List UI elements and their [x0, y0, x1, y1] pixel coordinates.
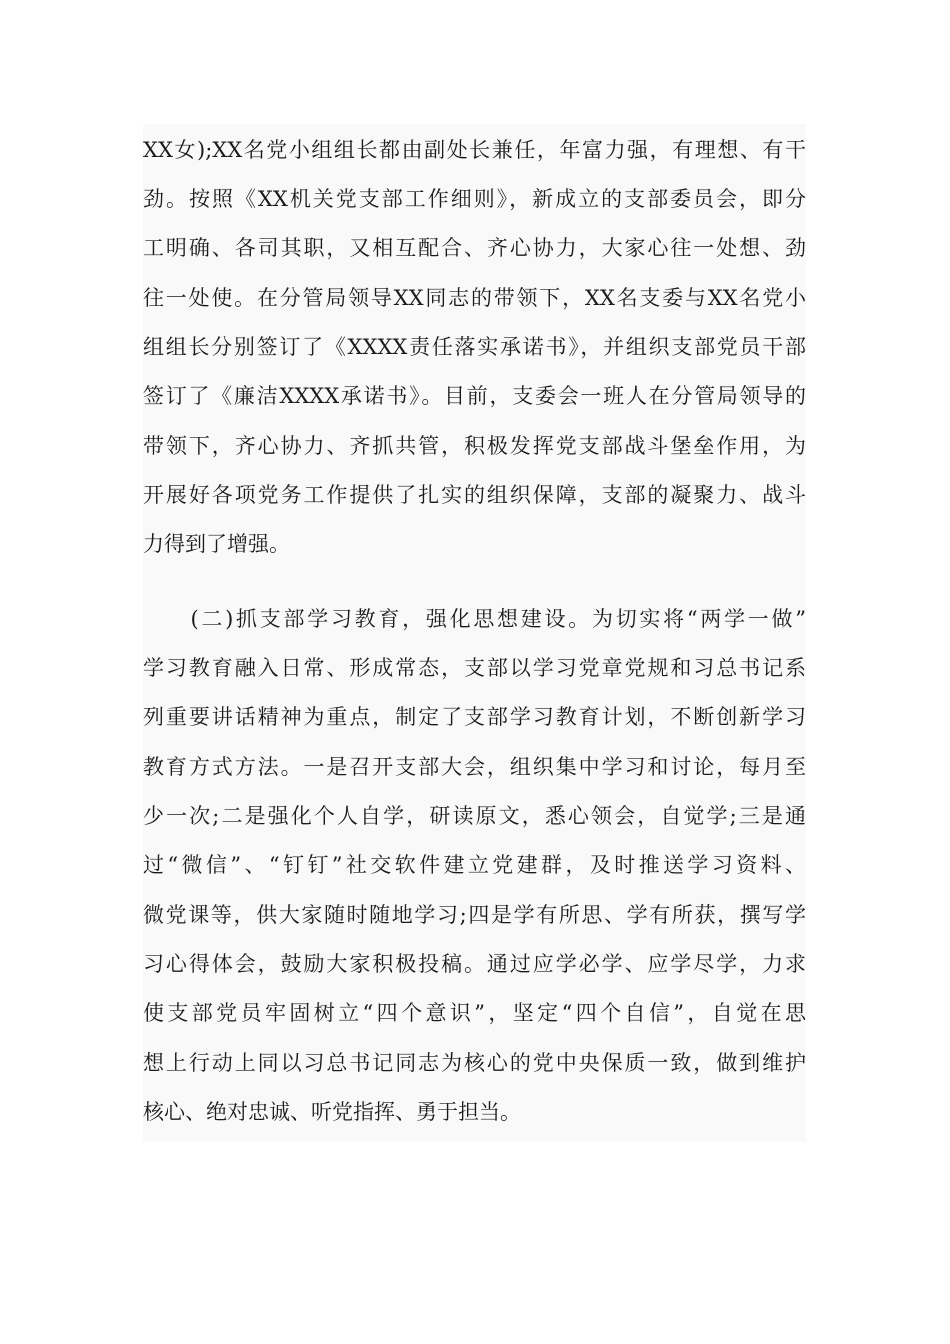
- paragraph-1-line-3: 工明确、各司其职，又相互配合、齐心协力，大家心往一处想、劲: [143, 236, 806, 260]
- paragraph-1-line-5: 组组长分别签订了《XXXX责任落实承诺书》，并组织支部党员干部: [143, 335, 806, 359]
- paragraph-2-line-10: 想上行动上同以习总书记同志为核心的党中央保质一致，做到维护: [143, 1051, 806, 1075]
- paragraph-2-line-1: (二)抓支部学习教育，强化思想建设。为切实将“两学一做”: [143, 607, 806, 631]
- paragraph-2-line-9: 使支部党员牢固树立“四个意识”，坚定“四个自信”，自觉在思: [143, 1001, 806, 1025]
- paragraph-1-line-8: 开展好各项党务工作提供了扎实的组织保障，支部的凝聚力、战斗: [143, 483, 806, 507]
- paragraph-1-line-9: 力得到了增强。: [143, 532, 290, 556]
- document-page-text: [143, 124, 806, 1142]
- paragraph-2-line-3: 列重要讲话精神为重点，制定了支部学习教育计划，不断创新学习: [143, 705, 806, 729]
- paragraph-2-line-2: 学习教育融入日常、形成常态，支部以学习党章党规和习总书记系: [143, 656, 806, 680]
- paragraph-1-line-7: 带领下，齐心协力、齐抓共管，积极发挥党支部战斗堡垒作用，为: [143, 434, 806, 458]
- paragraph-1-line-4: 往一处使。在分管局领导XX同志的带领下，XX名支委与XX名党小: [143, 286, 806, 310]
- paragraph-1-line-1: XX女);XX名党小组组长都由副处长兼任，年富力强，有理想、有干: [143, 138, 806, 162]
- paragraph-2-line-6: 过“微信”、“钉钉”社交软件建立党建群，及时推送学习资料、: [143, 853, 806, 877]
- paragraph-1-line-6: 签订了《廉洁XXXX承诺书》。目前，支委会一班人在分管局领导的: [143, 384, 806, 408]
- paragraph-2-line-8: 习心得体会，鼓励大家积极投稿。通过应学必学、应学尽学，力求: [143, 952, 806, 976]
- paragraph-2-line-7: 微党课等，供大家随时随地学习;四是学有所思、学有所获，撰写学: [143, 903, 806, 927]
- paragraph-2-line-11: 核心、绝对忠诚、听党指挥、勇于担当。: [143, 1100, 521, 1124]
- paragraph-2-line-5: 少一次;二是强化个人自学，研读原文，悉心领会，自觉学;三是通: [143, 804, 806, 828]
- paragraph-2-line-4: 教育方式方法。一是召开支部大会，组织集中学习和讨论，每月至: [143, 755, 806, 779]
- paragraph-1-line-2: 劲。按照《XX机关党支部工作细则》，新成立的支部委员会，即分: [143, 187, 806, 211]
